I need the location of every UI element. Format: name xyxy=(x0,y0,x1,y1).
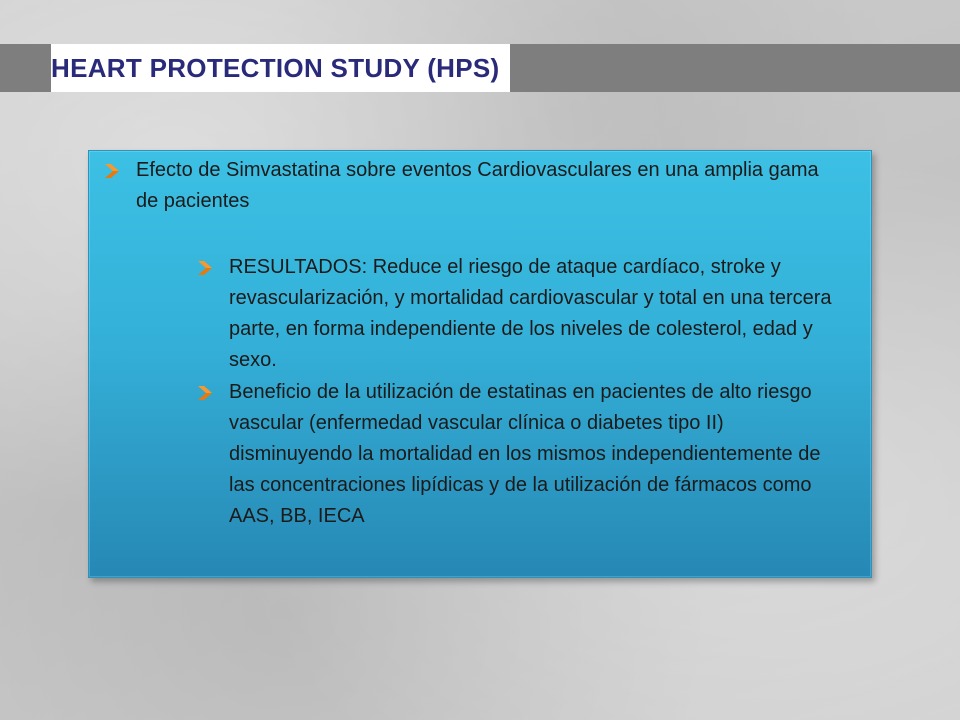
arrow-bullet-icon xyxy=(197,252,229,283)
bullet-text: Efecto de Simvastatina sobre eventos Cardiovasculares en una amplia gama de pacientes xyxy=(136,159,819,212)
bullet-item xyxy=(197,377,837,532)
arrow-bullet-icon xyxy=(104,155,136,186)
arrow-bullet-icon xyxy=(197,377,229,408)
bullet-item xyxy=(197,252,857,376)
bullet-text: RESULTADOS: Reduce el riesgo de ataque cardíaco, stroke y revascularización, y mortalidad cardiovascular y total en una tercera parte, en forma independiente de los niveles de colesterol, edad y sexo. xyxy=(229,256,832,371)
title-bar xyxy=(0,44,960,92)
bullet-text: Beneficio de la utilización de estatinas en pacientes de alto riesgo vascular (enfermedad vascular clínica o diabetes tipo II) disminuyendo la mortalidad en los mismos independientemente de las concentraciones lipídicas y de la utilización de fármacos como AAS, BB, IECA xyxy=(229,381,821,527)
slide-title: HEART PROTECTION STUDY (HPS) xyxy=(51,44,510,92)
bullet-item xyxy=(104,155,844,217)
